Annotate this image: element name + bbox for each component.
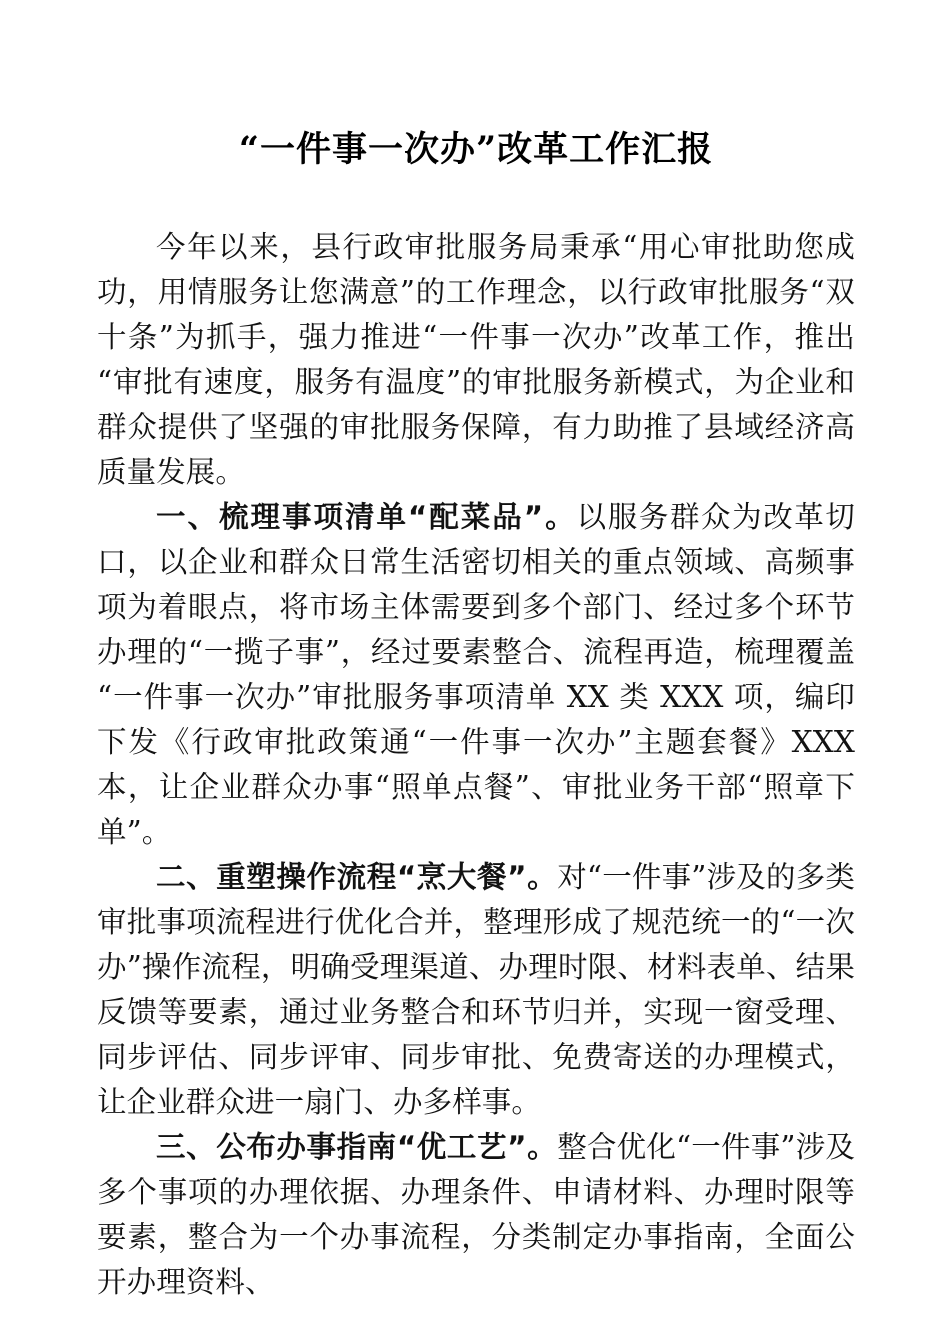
section-one-heading: 一、梳理事项清单“配菜品”。 <box>156 500 577 534</box>
paragraph-stack <box>97 225 855 1305</box>
section-two-text: 对“一件事”涉及的多类审批事项流程进行优化合并，整理形成了规范统一的“一次办”操作流程，明确受理渠道、办理时限、材料表单、结果反馈等要素，通过业务整合和环节归并，实现一窗受理、同步评估、同步评审、同步审批、免费寄送的办理模式，让企业群众进一扇门、办多样事。 <box>97 860 856 1119</box>
section-two-heading: 二、重塑操作流程“烹大餐”。 <box>156 860 558 894</box>
section-three-text: 整合优化“一件事”涉及多个事项的办理依据、办理条件、申请材料、办理时限等要素，整合为一个办事流程，分类制定办事指南，全面公开办理资料、 <box>97 1130 856 1299</box>
page-title: “一件事一次办”改革工作汇报 <box>238 129 714 170</box>
paragraph-section-one <box>97 495 855 855</box>
paragraph-intro <box>97 225 855 495</box>
section-three-heading: 三、公布办事指南“优工艺”。 <box>156 1130 558 1164</box>
paragraph-section-two <box>97 855 855 1125</box>
paragraph-section-three <box>97 1125 855 1305</box>
paragraph-intro-text: 今年以来，县行政审批服务局秉承“用心审批助您成功，用情服务让您满意”的工作理念，以行政审批服务“双十条”为抓手，强力推进“一件事一次办”改革工作，推出“审批有速度，服务有温度”的审批服务新模式，为企业和群众提供了坚强的审批服务保障，有力助推了县域经济高质量发展。 <box>97 230 855 489</box>
section-one-text: 以服务群众为改革切口，以企业和群众日常生活密切相关的重点领域、高频事项为着眼点，将市场主体需要到多个部门、经过多个环节办理的“一揽子事”，经过要素整合、流程再造，梳理覆盖“一件事一次办”审批服务事项清单 XX 类 XXX 项，编印下发《行政审批政策通“一件事一次办”主题套餐》XXX 本，让企业群众办事“照单点餐”、审批业务干部“照章下单”。 <box>97 500 856 849</box>
